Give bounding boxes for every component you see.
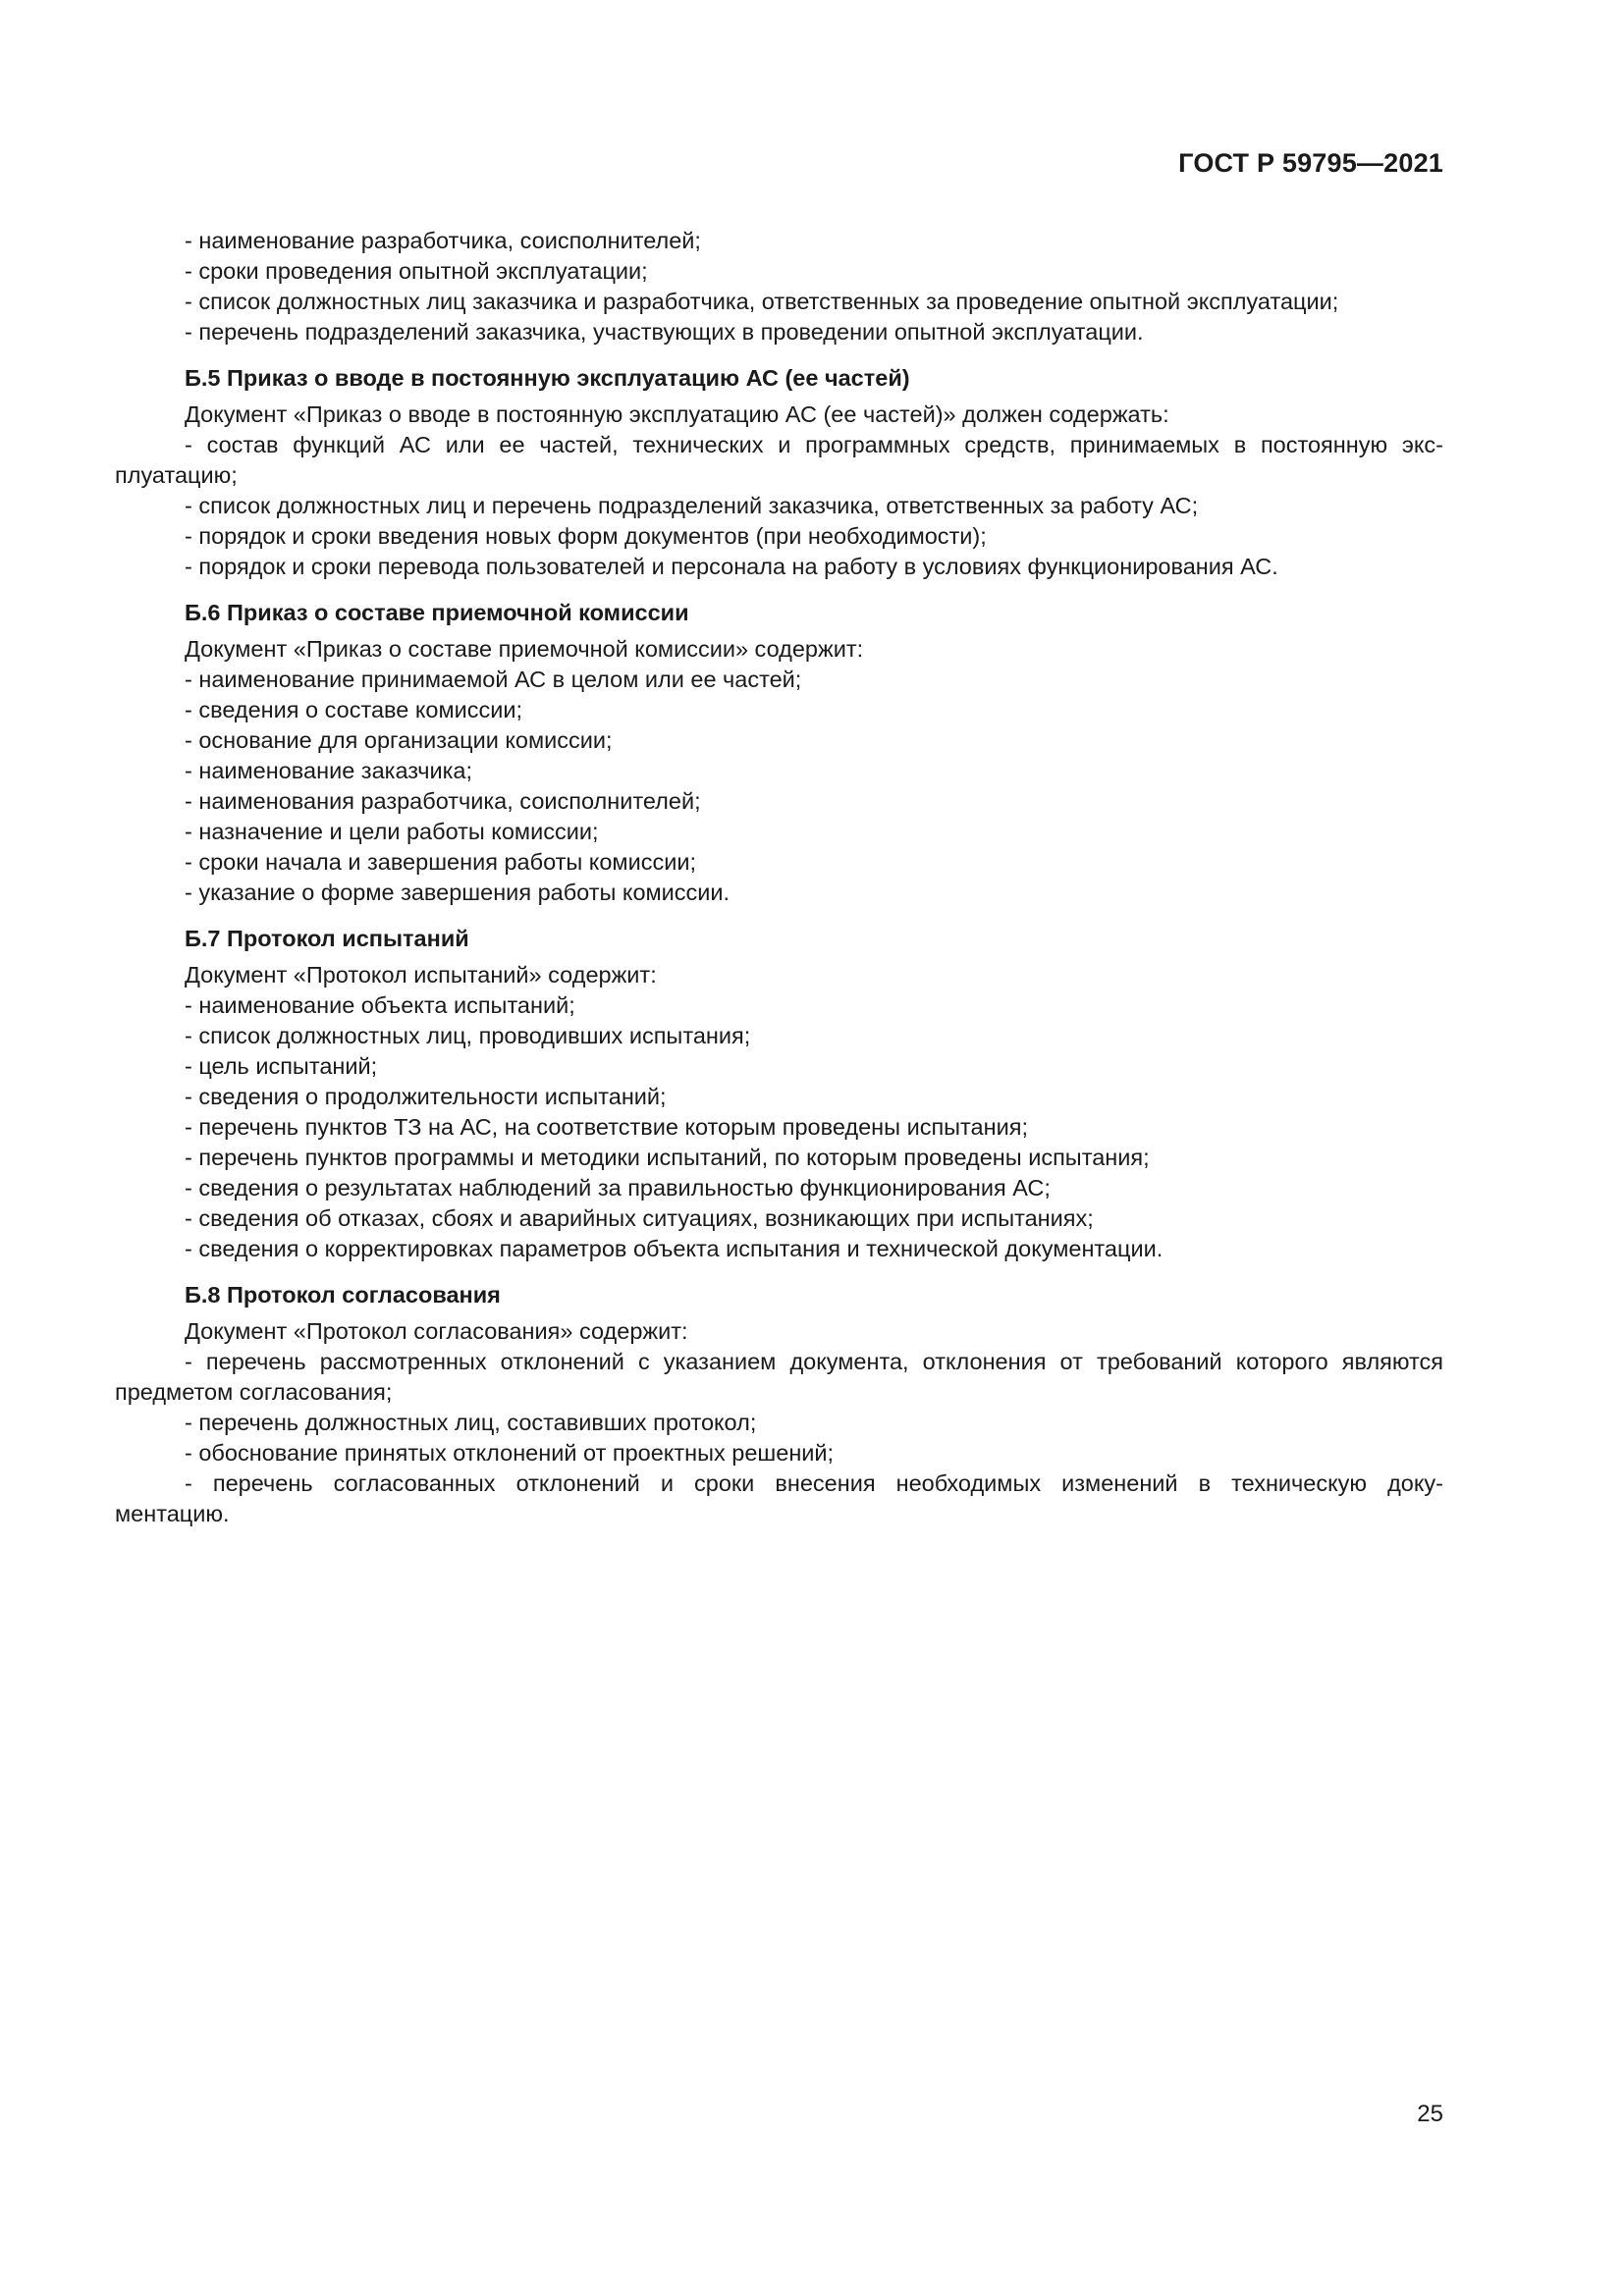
list-item: - сведения о результатах наблюдений за правильностью функционирования АС; bbox=[185, 1175, 1051, 1201]
section-heading-b8: Б.8 Протокол согласования bbox=[185, 1282, 501, 1308]
list-item: - наименование разработчика, соисполнителей; bbox=[185, 228, 701, 253]
list-item: - сроки начала и завершения работы комиссии; bbox=[185, 849, 696, 875]
list-item: - наименование принимаемой АС в целом или ее частей; bbox=[185, 667, 802, 692]
list-item: - перечень согласованных отклонений и сроки внесения необходимых изменений в техническую доку- bbox=[185, 1470, 1443, 1496]
section-lead: Документ «Приказ о составе приемочной комиссии» содержит: bbox=[185, 636, 864, 662]
list-item: - назначение и цели работы комиссии; bbox=[185, 819, 599, 844]
list-item: - перечень рассмотренных отклонений с указанием документа, отклонения от требований которого являются bbox=[185, 1349, 1443, 1374]
section-lead: Документ «Приказ о вводе в постоянную эксплуатацию АС (ее частей)» должен содержать: bbox=[185, 401, 1169, 427]
list-item: - перечень пунктов программы и методики испытаний, по которым проведены испытания; bbox=[185, 1145, 1150, 1170]
list-item: - сведения о составе комиссии; bbox=[185, 697, 523, 722]
section-heading-b5: Б.5 Приказ о вводе в постоянную эксплуатацию АС (ее частей) bbox=[185, 365, 910, 391]
list-item: - список должностных лиц, проводивших испытания; bbox=[185, 1023, 751, 1048]
list-item: - сроки проведения опытной эксплуатации; bbox=[185, 258, 648, 284]
list-item: - наименования разработчика, соисполнителей; bbox=[185, 788, 701, 814]
list-item: - порядок и сроки перевода пользователей и персонала на работу в условиях функционирования АС. bbox=[185, 554, 1278, 579]
document-body bbox=[115, 226, 1443, 1529]
list-item: - наименование заказчика; bbox=[185, 758, 473, 783]
list-item-continuation: плуатацию; bbox=[115, 462, 238, 488]
section-heading-b6: Б.6 Приказ о составе приемочной комиссии bbox=[185, 600, 689, 625]
list-item: - основание для организации комиссии; bbox=[185, 727, 613, 753]
list-item: - состав функций АС или ее частей, технических и программных средств, принимаемых в постоянную экс- bbox=[185, 432, 1443, 457]
list-item: - перечень должностных лиц, составивших протокол; bbox=[185, 1410, 757, 1435]
list-item: - перечень подразделений заказчика, участвующих в проведении опытной эксплуатации. bbox=[185, 319, 1144, 345]
list-item: - указание о форме завершения работы комиссии. bbox=[185, 880, 731, 905]
section-lead: Документ «Протокол испытаний» содержит: bbox=[185, 962, 657, 988]
list-item: - список должностных лиц и перечень подразделений заказчика, ответственных за работу АС; bbox=[185, 493, 1199, 518]
document-header-id: ГОСТ Р 59795—2021 bbox=[1178, 148, 1443, 178]
section-heading-b7: Б.7 Протокол испытаний bbox=[185, 926, 469, 951]
list-item: - обоснование принятых отклонений от проектных решений; bbox=[185, 1440, 835, 1466]
list-item: - список должностных лиц заказчика и разработчика, ответственных за проведение опытной эксплуатации; bbox=[185, 289, 1339, 314]
list-item: - сведения о продолжительности испытаний; bbox=[185, 1084, 667, 1109]
list-item: - наименование объекта испытаний; bbox=[185, 992, 575, 1018]
page-number: 25 bbox=[1417, 2101, 1443, 2127]
list-item: - порядок и сроки введения новых форм документов (при необходимости); bbox=[185, 523, 987, 549]
list-item-continuation: ментацию. bbox=[115, 1501, 230, 1526]
list-item-continuation: предметом согласования; bbox=[115, 1379, 393, 1405]
list-item: - сведения об отказах, сбоях и аварийных ситуациях, возникающих при испытаниях; bbox=[185, 1205, 1094, 1231]
section-lead: Документ «Протокол согласования» содержит: bbox=[185, 1318, 688, 1344]
list-item: - перечень пунктов ТЗ на АС, на соответствие которым проведены испытания; bbox=[185, 1114, 1028, 1140]
list-item: - сведения о корректировках параметров объекта испытания и технической документации. bbox=[185, 1236, 1164, 1261]
list-item: - цель испытаний; bbox=[185, 1053, 378, 1079]
